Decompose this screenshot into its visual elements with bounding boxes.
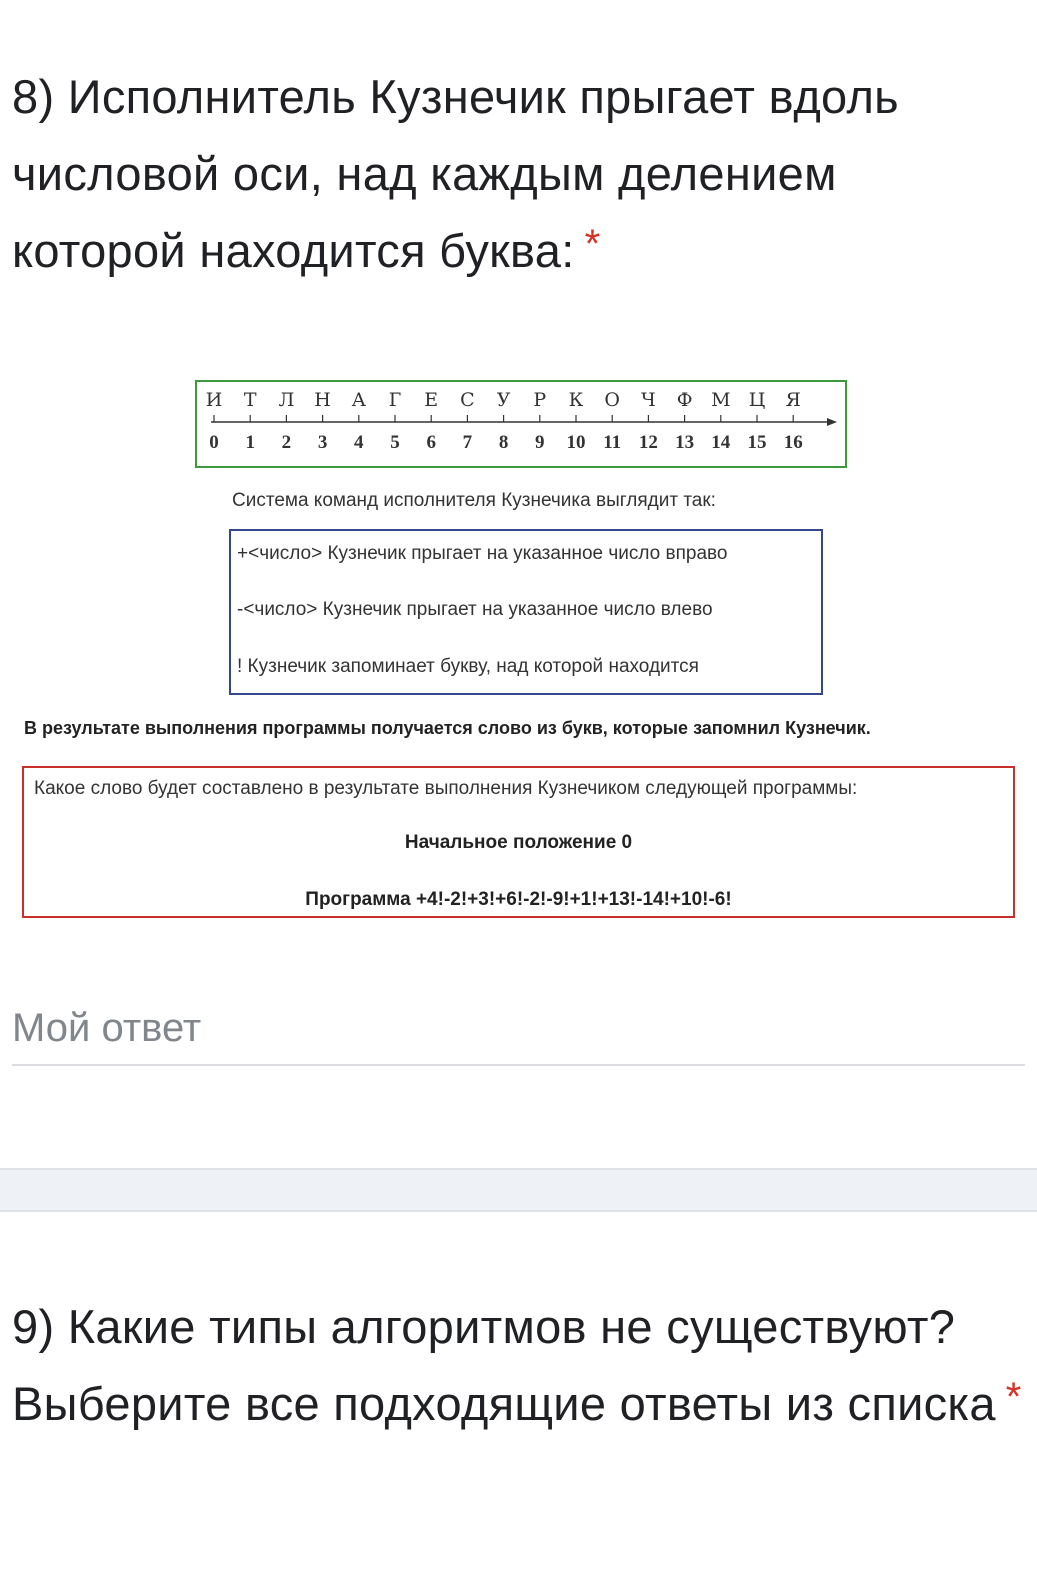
number-line-number: 14	[711, 432, 731, 453]
commands-box	[229, 529, 823, 695]
question-9-title-text: 9) Какие типы алгоритмов не существуют? Выберите все подходящие ответы из списка	[12, 1300, 996, 1430]
number-line-letter: С	[460, 389, 475, 411]
number-line-letter: Я	[785, 389, 801, 411]
number-line-number: 12	[638, 432, 658, 453]
number-line-figure	[195, 380, 847, 468]
system-caption: Система команд исполнителя Кузнечика выглядит так:	[232, 490, 716, 511]
number-line-letter: Ч	[641, 389, 656, 411]
question-8-title	[12, 58, 1022, 293]
number-line-number: 9	[535, 432, 545, 453]
number-line-letter: Н	[314, 389, 331, 411]
number-line-letter: О	[604, 389, 620, 411]
question-9-title	[12, 1288, 1022, 1446]
question-8-title-text: 8) Исполнитель Кузнечик прыгает вдоль числовой оси, над каждым делением которой находится буква:	[12, 70, 899, 277]
number-line-number: 6	[426, 432, 436, 453]
number-line-letter: Ф	[676, 389, 693, 411]
task-program: Программа +4!-2!+3!+6!-2!-9!+1!+13!-14!+10!-6!	[305, 889, 732, 910]
number-line-arrow	[827, 418, 837, 426]
required-marker: *	[584, 222, 601, 266]
number-line-number: 10	[566, 432, 586, 453]
number-line-number: 1	[245, 432, 255, 453]
task-question: Какое слово будет составлено в результате выполнения Кузнечиком следующей программы:	[34, 778, 858, 799]
number-line-number: 13	[675, 432, 695, 453]
task-box	[22, 766, 1015, 918]
command-minus: -<число> Кузнечик прыгает на указанное число влево	[237, 599, 713, 620]
number-line-letter: У	[496, 389, 511, 411]
number-line-number: 4	[354, 432, 364, 453]
number-line-letter: Г	[388, 389, 402, 411]
section-divider	[0, 1168, 1037, 1212]
number-line-number: 2	[281, 432, 292, 453]
task-image	[0, 370, 1037, 930]
number-line-number: 11	[603, 432, 622, 453]
number-line-letter: Т	[243, 389, 257, 411]
command-plus: +<число> Кузнечик прыгает на указанное число вправо	[237, 543, 728, 564]
number-line-number: 15	[747, 432, 767, 453]
answer-input[interactable]	[12, 992, 1025, 1066]
result-text: В результате выполнения программы получается слово из букв, которые запомнил Кузнечик.	[24, 718, 871, 738]
number-line-number: 0	[209, 432, 219, 453]
number-line-letter: Ц	[748, 389, 766, 411]
command-remember: ! Кузнечик запоминает букву, над которой находится	[237, 656, 699, 677]
number-line-letter: И	[205, 389, 223, 411]
number-line-number: 5	[390, 432, 400, 453]
number-line-number: 3	[317, 432, 328, 453]
number-line-letter: Л	[278, 389, 295, 411]
task-start-position: Начальное положение 0	[404, 832, 633, 853]
number-line-number: 16	[783, 432, 803, 453]
number-line-number: 7	[462, 432, 473, 453]
number-line-number: 8	[498, 432, 509, 453]
required-marker: *	[1005, 1375, 1022, 1419]
number-line-letter: М	[711, 389, 731, 411]
number-line-svg	[197, 382, 845, 466]
number-line-letter: Е	[424, 389, 439, 411]
number-line-letter: Р	[533, 389, 547, 411]
number-line-letter: А	[351, 389, 366, 411]
number-line-letter: К	[568, 389, 584, 411]
